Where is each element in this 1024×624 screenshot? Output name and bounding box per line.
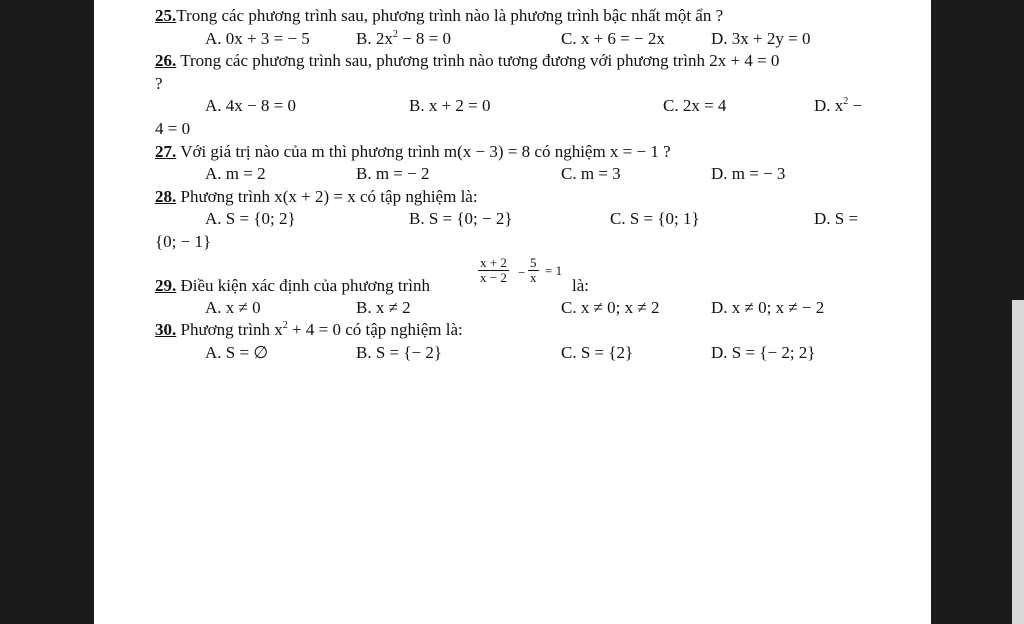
question-number: 26. [155, 51, 177, 70]
minus-sign: − [518, 265, 526, 280]
q27-option-a: A. m = 2 [205, 164, 266, 183]
q30-option-c: C. S = {2} [561, 343, 634, 362]
question-number: 29. [155, 276, 177, 295]
q25-option-b: B. $2x^2 - 8 = 0$ [356, 29, 452, 48]
q28-option-d: D. S = [814, 209, 859, 228]
q29-option-c: C. x ≠ 0; x ≠ 2 [561, 298, 660, 317]
q28-option-a: A. S = {0; 2} [205, 209, 296, 228]
q26-option-a: A. 4x − 8 = 0 [205, 96, 296, 115]
question-number: 27. [155, 142, 177, 161]
question-26 [155, 51, 779, 71]
question-27 [155, 142, 671, 162]
question-text: Với giá trị nào của m thì phương trình m(x − 3) = 8 có nghiệm x = − 1 ? [176, 142, 671, 161]
q29-text-end: là: [572, 276, 589, 295]
q26-option-b: B. x + 2 = 0 [409, 96, 491, 115]
q26-text-cont: ? [155, 74, 163, 93]
q29-option-a: A. x ≠ 0 [205, 298, 261, 317]
q29-option-d: D. x ≠ 0; x ≠ − 2 [711, 298, 825, 317]
question-25 [155, 6, 723, 26]
scrollbar[interactable] [1012, 300, 1024, 624]
q26-option-c: C. 2x = 4 [663, 96, 727, 115]
question-text: Điều kiện xác định của phương trình [176, 276, 431, 295]
q28-option-d-cont: {0; − 1} [155, 232, 212, 251]
equals-one: = 1 [545, 263, 563, 278]
question-28 [155, 187, 478, 207]
q30-option-a: A. S = ∅ [205, 343, 269, 362]
question-30: 30. Phương trình $x^2 + 4 = 0$ có tập nghiệm là: [155, 320, 463, 339]
question-number: 28. [155, 187, 177, 206]
q26-option-d-cont: 4 = 0 [155, 119, 191, 138]
q30-option-b: B. S = {− 2} [356, 343, 443, 362]
q25-option-a: A. 0x + 3 = − 5 [205, 29, 310, 48]
q25-option-d: D. 3x + 2y = 0 [711, 29, 811, 48]
fraction-2: $\frac{5}{x}$ [530, 255, 537, 285]
question-number: 30. [155, 320, 177, 339]
question-text: Phương trình x(x + 2) = x có tập nghiệm là: [176, 187, 478, 206]
q30-option-d: D. S = {− 2; 2} [711, 343, 816, 362]
question-29 [155, 276, 430, 296]
q28-option-b: B. S = {0; − 2} [409, 209, 513, 228]
right-margin [931, 0, 1024, 624]
q29-option-b: B. x ≠ 2 [356, 298, 411, 317]
question-text: Phương trình x [176, 320, 283, 339]
question-text: Trong các phương trình sau, phương trình nào là phương trình bậc nhất một ẩn ? [176, 6, 724, 25]
q27-option-b: B. m = − 2 [356, 164, 430, 183]
q26-option-d: D. $x^2$ − [814, 96, 863, 115]
question-text: Trong các phương trình sau, phương trình nào tương đương với phương trình 2x + 4 = 0 [176, 51, 780, 70]
fraction-1: $\frac{x + 2}{x - 2}$ [480, 255, 507, 285]
q28-option-c: C. S = {0; 1} [610, 209, 700, 228]
question-number: 25. [155, 6, 177, 25]
q27-option-c: C. m = 3 [561, 164, 621, 183]
q27-option-d: D. m = − 3 [711, 164, 786, 183]
q25-option-c: C. x + 6 = − 2x [561, 29, 665, 48]
